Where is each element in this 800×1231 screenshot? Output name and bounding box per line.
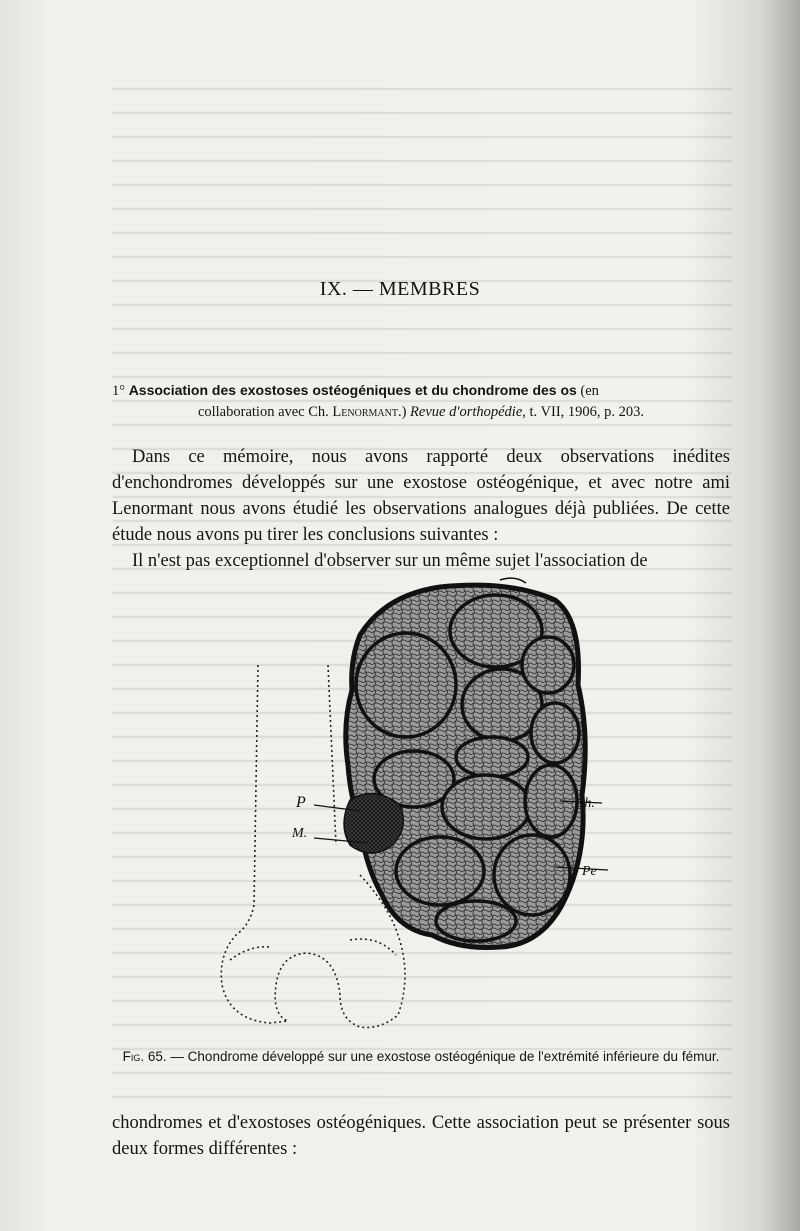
label-pe: Pe [582, 864, 597, 879]
label-m: M. [292, 826, 308, 841]
entry-collab-text: collaboration avec Ch. [197, 404, 329, 420]
label-ch: Ch. [575, 796, 595, 811]
entry-title: Association des exostoses ostéogéniques et du chondrome des os [128, 382, 577, 398]
figure-caption-label: Fig. 65. [122, 1049, 167, 1064]
entry-number: 1° [112, 383, 126, 399]
section-title: IX. — MEMBRES [319, 278, 481, 300]
entry-journal: Revue d'orthopédie, [410, 404, 526, 420]
body-paragraph-1: Dans ce mémoire, nous avons rapporté deux observations inédites d'enchondromes développés sur une exostose ostéogénique, et avec notre ami Lenormant nous avons étudié les observations analogues déjà publiées. De cette étude nous avons pu tirer les conclusions suivantes : [112, 447, 730, 545]
ending-text [112, 1110, 730, 1162]
label-p: P [296, 794, 306, 811]
chondrome-mass [344, 578, 585, 947]
entry-collab-open: (en [580, 383, 599, 399]
femur-chondrome-illustration [210, 575, 610, 1035]
entry-reference-line [112, 402, 730, 423]
body-paragraph-2: Il n'est pas exceptionnel d'observer sur un même sujet l'association de [132, 551, 648, 571]
bibliography-entry [112, 380, 730, 423]
entry-collab-close: ) [401, 404, 407, 420]
entry-reference: t. VII, 1906, p. 203. [529, 404, 645, 420]
figure-caption-text: — Chondrome développé sur une exostose ostéogénique de l'extrémité inférieure du fémur. [166, 1049, 720, 1064]
body-text [112, 444, 730, 574]
ending-paragraph: chondromes et d'exostoses ostéogéniques. Cette association peut se présenter sous deux formes différentes : [112, 1113, 730, 1159]
entry-collab-name: Lenormant. [332, 404, 402, 420]
figure-caption [112, 1047, 730, 1067]
